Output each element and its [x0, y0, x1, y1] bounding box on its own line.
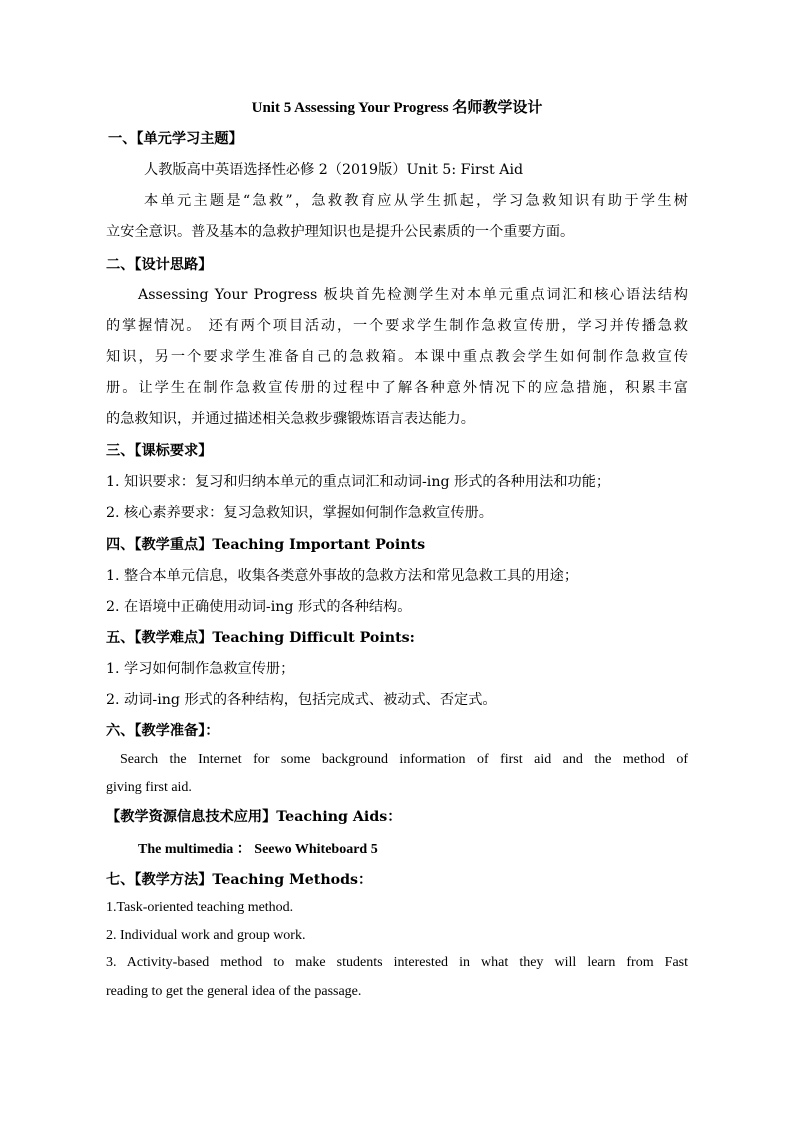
page-title: Unit 5 Assessing Your Progress 名师教学设计 [251, 100, 543, 116]
section-1-textbook-text: 人教版高中英语选择性必修 2（2019版）Unit 5: First Aid [144, 162, 524, 178]
section-2-line-1: Assessing Your Progress 板块首先检测学生对本单元重点词汇和核心语法结构 [138, 287, 688, 303]
section-2-line-5: 的急救知识，并通过描述相关急救步骤锻炼语言表达能力。 [106, 411, 475, 427]
section-1-paragraph-line-2: 立安全意识。普及基本的急救护理知识也是提升公民素质的一个重要方面。 [106, 224, 575, 240]
section-2-line-4: 册。让学生在制作急救宣传册的过程中了解各种意外情况下的应急措施，积累丰富 [106, 380, 688, 396]
section-7-item-3-line-2: reading to get the general idea of the passage. [106, 984, 362, 999]
section-5-heading: 五、【教学难点】Teaching Difficult Points: [106, 630, 415, 646]
section-7-item-2: 2. Individual work and group work. [106, 928, 306, 943]
teaching-aids-line: The multimedia ： Seewo Whiteboard 5 [138, 842, 378, 857]
section-1-textbook-line [144, 159, 523, 179]
section-6-line-1: Search the Internet for some background information of first aid and the method of [120, 752, 688, 767]
section-1-paragraph-line-1: 本单元主题是“急救”，急救教育应从学生抓起，学习急救知识有助于学生树 [144, 193, 688, 209]
section-2-line-2: 的掌握情况。 还有两个项目活动，一个要求学生制作急救宣传册，学习并传播急救 [106, 318, 688, 334]
section-2-line-3: 知识，另一个要求学生准备自己的急救箱。本课中重点教会学生如何制作急救宣传 [106, 349, 688, 365]
section-4-item-1: 1. 整合本单元信息，收集各类意外事故的急救方法和常见急救工具的用途； [106, 568, 579, 584]
section-1-heading: 一、【单元学习主题】 [108, 131, 243, 147]
section-7-item-3-line-1: 3. Activity-based method to make students interested in what they will learn from Fast [106, 955, 688, 970]
section-7-item-1: 1.Task-oriented teaching method. [106, 900, 294, 915]
section-5-item-1: 1. 学习如何制作急救宣传册； [106, 661, 295, 677]
teaching-aids-heading: 【教学资源信息技术应用】Teaching Aids： [106, 809, 402, 825]
section-3-heading: 三、【课标要求】 [106, 443, 213, 459]
section-4-item-2: 2. 在语境中正确使用动词-ing 形式的各种结构。 [106, 599, 412, 615]
section-4-heading: 四、【教学重点】Teaching Important Points [106, 537, 426, 553]
section-6-line-2: giving first aid. [106, 780, 192, 795]
section-2-heading: 二、【设计思路】 [106, 257, 213, 273]
section-5-item-2: 2. 动词-ing 形式的各种结构，包括完成式、被动式、否定式。 [106, 692, 497, 708]
section-6-heading: 六、【教学准备】： [106, 723, 220, 739]
section-3-item-1: 1. 知识要求：复习和归纳本单元的重点词汇和动词-ing 形式的各种用法和功能； [106, 474, 611, 490]
section-7-heading: 七、【教学方法】Teaching Methods： [106, 872, 373, 888]
section-3-item-2: 2. 核心素养要求：复习急救知识，掌握如何制作急救宣传册。 [106, 505, 493, 521]
